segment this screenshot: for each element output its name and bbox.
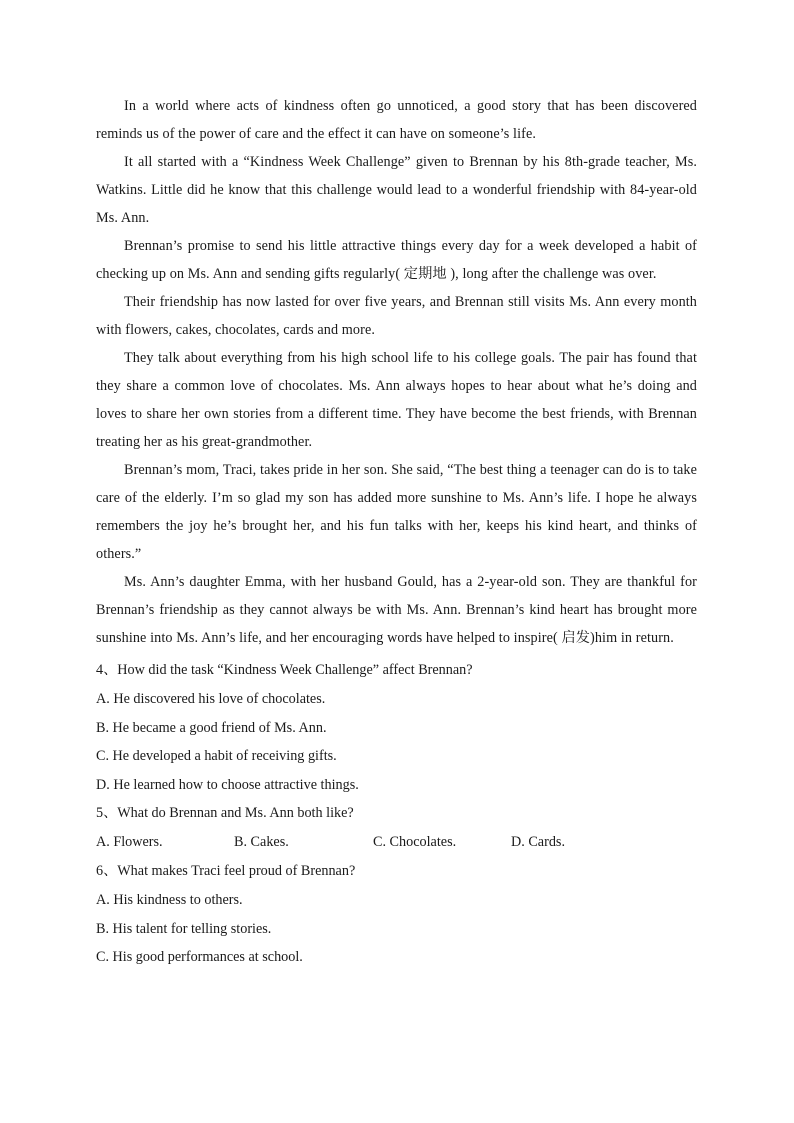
- option-a: A. He discovered his love of chocolates.: [96, 691, 326, 707]
- passage-paragraph-4: Their friendship has now lasted for over five years, and Brennan still visits Ms. Ann every month with flowers, cakes, chocolates, cards and more.: [96, 294, 697, 338]
- passage-paragraph-2: It all started with a “Kindness Week Challenge” given to Brennan by his 8th-grade teacher, Ms. Watkins. Little did he know that this challenge would lead to a wonderful friendship with 84-year-old Ms. Ann.: [96, 154, 697, 226]
- question-6: [96, 857, 697, 972]
- passage-paragraph-5: They talk about everything from his high school life to his college goals. The pair has found that they share a common love of chocolates. Ms. Ann always hopes to hear about what he’s doing and loves to share her own stories from a different time. They have become the best friends, with Brennan treating her as his great-grandmother.: [96, 350, 697, 450]
- passage-paragraph-7: Ms. Ann’s daughter Emma, with her husband Gould, has a 2-year-old son. They are thankful for Brennan’s friendship as they cannot always be with Ms. Ann. Brennan’s kind heart has brought more sunshine into Ms. Ann’s life, and her encouraging words have helped to inspire( 启发)him in return.: [96, 574, 697, 646]
- passage-paragraph-6: Brennan’s mom, Traci, takes pride in her son. She said, “The best thing a teenager can do is to take care of the elderly. I’m so glad my son has added more sunshine to Ms. Ann’s life. I hope he always remembers the joy he’s brought her, and his fun talks with her, keeps his kind heart, and thinks of others.”: [96, 462, 697, 562]
- option-b: B. Cakes.: [234, 834, 289, 850]
- option-c: C. His good performances at school.: [96, 949, 303, 965]
- passage-paragraph-1: In a world where acts of kindness often go unnoticed, a good story that has been discovered reminds us of the power of care and the effect it can have on someone’s life.: [96, 98, 697, 142]
- passage-paragraph-3: Brennan’s promise to send his little attractive things every day for a week developed a habit of checking up on Ms. Ann and sending gifts regularly( 定期地 ), long after the challenge was over.: [96, 238, 697, 282]
- option-b: B. His talent for telling stories.: [96, 920, 272, 937]
- option-d: D. Cards.: [511, 834, 565, 850]
- question-stem: 4、How did the task “Kindness Week Challenge” affect Brennan?: [96, 662, 473, 678]
- document-page: [96, 92, 697, 972]
- question-stem: 5、What do Brennan and Ms. Ann both like?: [96, 805, 354, 821]
- question-4: [96, 656, 697, 799]
- question-5: [96, 799, 697, 857]
- reading-passage: [96, 92, 697, 652]
- option-b: B. He became a good friend of Ms. Ann.: [96, 719, 327, 736]
- questions-section: [96, 656, 697, 972]
- option-d: D. He learned how to choose attractive things.: [96, 776, 359, 793]
- option-c: C. He developed a habit of receiving gifts.: [96, 748, 337, 764]
- question-stem: 6、What makes Traci feel proud of Brennan?: [96, 863, 356, 879]
- options-row: [96, 828, 697, 857]
- option-a: A. Flowers.: [96, 834, 163, 850]
- option-a: A. His kindness to others.: [96, 892, 243, 908]
- option-c: C. Chocolates.: [373, 834, 457, 850]
